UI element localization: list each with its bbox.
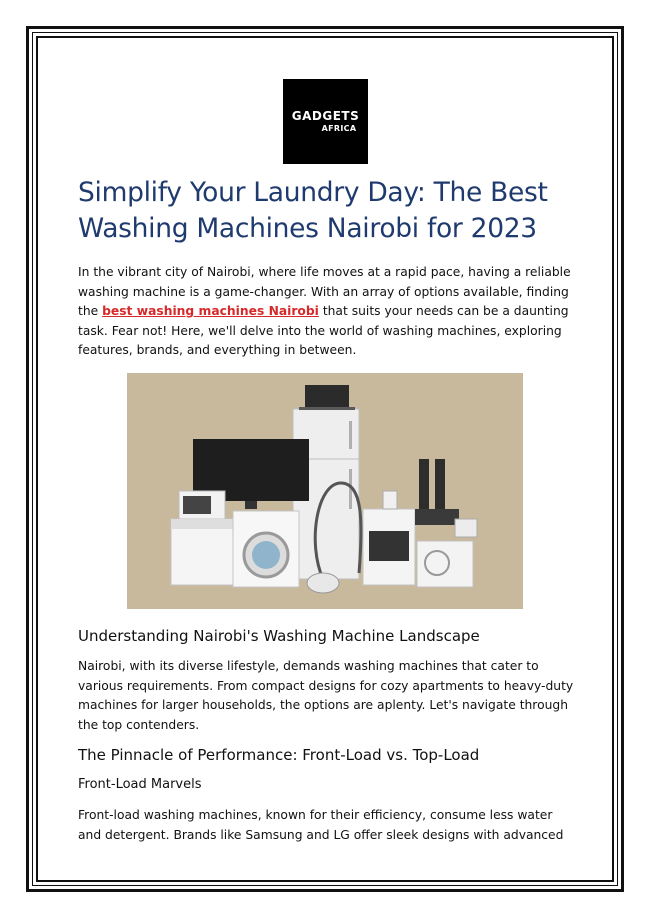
section-heading-performance: The Pinnacle of Performance: Front-Load vs. Top-Load xyxy=(78,746,480,764)
logo-text-sub: AFRICA xyxy=(321,124,357,133)
page-title: Simplify Your Laundry Day: The Best Washing Machines Nairobi for 2023 xyxy=(78,177,548,244)
section-heading-landscape: Understanding Nairobi's Washing Machine Landscape xyxy=(78,627,480,645)
appliances-illustration-svg xyxy=(127,373,523,609)
appliances-illustration xyxy=(127,373,523,609)
best-washing-machines-link[interactable]: best washing machines Nairobi xyxy=(102,304,319,318)
intro-text-start: In the vibrant city of Nairobi, where life moves at a rapid pace, having a reliable washing machine is a game-changer. With an array of options available, finding the xyxy=(78,265,571,318)
front-load-paragraph: Front-load washing machines, known for their efficiency, consume less water and detergent. Brands like Samsung and LG offer sleek designs with advanced xyxy=(78,808,564,842)
section-landscape-paragraph: Nairobi, with its diverse lifestyle, demands washing machines that cater to various requirements. From compact designs for cozy apartments to heavy-duty machines for larger households, the options are aplenty. Let's navigate through the top contenders. xyxy=(78,659,574,732)
intro-paragraph xyxy=(78,263,578,361)
subheading-front-load: Front-Load Marvels xyxy=(78,777,202,792)
gadgets-africa-logo[interactable] xyxy=(283,79,368,164)
intro-text-end: that suits your needs can be a daunting task. Fear not! Here, we'll delve into the world of washing machines, exploring features, brands, and everything in between. xyxy=(78,304,569,357)
logo-text-main: GADGETS xyxy=(291,109,360,123)
